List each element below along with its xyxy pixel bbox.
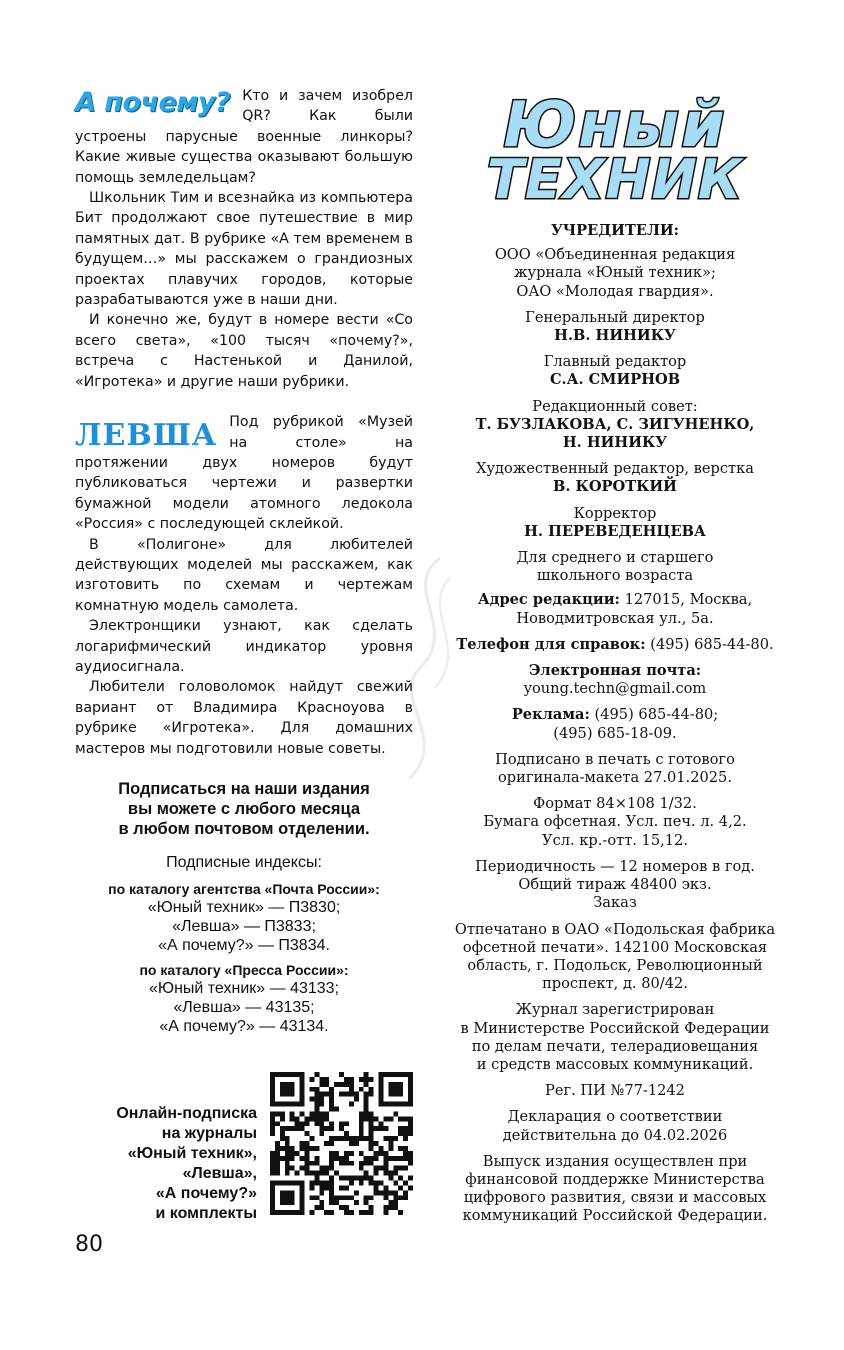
reg-line: по делам печати, телерадиовещания xyxy=(471,1037,759,1055)
art-editor-name: В. КОРОТКИЙ xyxy=(553,478,677,496)
email-label: Электронная почта: xyxy=(528,662,702,680)
levsha-paragraph: В «Полигоне» для любителей действующих моделей мы расскажем, как изготовить по схемам и чертежам комнатную модель самолета. xyxy=(75,536,413,614)
gd-title: Генеральный директор xyxy=(525,308,705,326)
art-editor-title: Художественный редактор, верстка xyxy=(476,460,754,478)
founders-title: УЧРЕДИТЕЛИ: xyxy=(550,222,680,239)
declaration-line: Декларация о соответствии xyxy=(507,1108,723,1126)
ads-value: (495) 685-44-80; xyxy=(589,706,719,724)
qr-code[interactable] xyxy=(270,1072,413,1215)
founders-line: журнала «Юный техник»; xyxy=(514,264,716,282)
age-line: школьного возраста xyxy=(536,567,694,585)
ads xyxy=(445,706,785,724)
catalog-item: «Юный техник» — 43133; xyxy=(149,980,339,997)
print-line: Отпечатано в ОАО «Подольская фабрика xyxy=(454,920,776,938)
founders-line: ОАО «Молодая гвардия». xyxy=(516,282,714,300)
format-line: Формат 84×108 1/32. xyxy=(533,795,697,813)
catalog-item: «А почему?» — П3834. xyxy=(158,937,330,954)
editor-name: С.А. СМИРНОВ xyxy=(549,371,681,389)
levsha-section xyxy=(75,412,413,759)
print-line: офсетной печати». 142100 Московская xyxy=(462,938,768,956)
catalog-item: «Левша» — П3833; xyxy=(172,918,316,935)
online-line: «Юный техник», xyxy=(127,1145,257,1162)
address-line: Новодмитровская ул., 5а. xyxy=(516,609,714,627)
declaration-line: действительна до 04.02.2026 xyxy=(502,1126,728,1144)
phone xyxy=(445,636,785,654)
levsha-paragraph: Любители головоломок найдут свежий вариант от Владимира Красноуова в рубрике «Игротека». Для домашних мастеров мы подготовили новые советы. xyxy=(75,679,413,757)
signed-line: оригинала-макета 27.01.2025. xyxy=(498,769,732,787)
founders-line: ООО «Объединенная редакция xyxy=(494,246,736,264)
period-line: Периодичность — 12 номеров в год. xyxy=(475,857,755,875)
phone-label: Телефон для справок: xyxy=(456,635,646,653)
qr-finder-square xyxy=(388,1082,403,1097)
corrector-name: Н. ПЕРЕВЕДЕНЦЕВА xyxy=(524,522,706,540)
online-line: Онлайн-подписка xyxy=(116,1105,257,1122)
support-line: Выпуск издания осуществлен при xyxy=(482,1152,748,1170)
format-line: Усл. кр.-отт. 15,12. xyxy=(542,831,688,849)
gd-name: Н.В. НИНИКУ xyxy=(554,327,676,345)
logo-line-1: Юный xyxy=(503,88,727,161)
qr-finder-square xyxy=(280,1190,295,1205)
subscription-line: Подписаться на наши издания xyxy=(118,780,370,798)
support-line: цифрового развития, связи и массовых xyxy=(463,1189,767,1207)
format-line: Бумага офсетная. Усл. печ. л. 4,2. xyxy=(483,813,747,831)
subscription-line: вы можете с любого месяца xyxy=(127,800,361,818)
online-line: и комплекты xyxy=(155,1205,257,1222)
levsha-paragraph: Электронщики узнают, как сделать логарифмический индикатор уровня аудиосигнала. xyxy=(75,618,413,675)
ads-label: Реклама: xyxy=(511,706,590,724)
online-line: «А почему?» xyxy=(155,1185,257,1202)
online-line: на журналы xyxy=(161,1125,257,1142)
reg-line: и средств массовых коммуникаций. xyxy=(476,1055,754,1073)
catalog-item: «Левша» — 43135; xyxy=(173,999,315,1016)
indexes-title: Подписные индексы: xyxy=(166,854,322,871)
address-value: 127015, Москва, xyxy=(619,591,753,609)
address xyxy=(445,591,785,609)
reg-number: Рег. ПИ №77-1242 xyxy=(545,1082,685,1100)
catalog-title: по каталогу «Пресса России»: xyxy=(139,962,349,978)
corrector-title: Корректор xyxy=(573,504,657,522)
levsha-lead: Под рубрикой «Музей на столе» на протяжении двух номеров будут публиковаться чертежи и развертки бумажной модели атомного ледокола «Россия» с последующей склейкой. xyxy=(75,414,413,533)
imprint xyxy=(445,222,785,1226)
apochemu-section xyxy=(75,86,413,392)
catalog-item: «Юный техник» — П3830; xyxy=(147,899,341,916)
address-label: Адрес редакции: xyxy=(477,591,620,609)
council-names: Н. НИНИКУ xyxy=(562,434,668,452)
apochemu-logo: А почему? xyxy=(75,87,231,118)
print-line: область, г. Подольск, Революционный xyxy=(467,956,763,974)
apochemu-paragraph: И конечно же, будут в номере вести «Со всего света», «100 тысяч «почему?», встреча с Настенькой и Данилой, «Игротека» и другие наши рубрики. xyxy=(75,312,413,390)
left-column xyxy=(75,86,413,1036)
council-names: Т. БУЗЛАКОВА, С. ЗИГУНЕНКО, xyxy=(475,415,755,433)
age-line: Для среднего и старшего xyxy=(516,549,714,567)
support-line: коммуникаций Российской Федерации. xyxy=(462,1207,768,1225)
logo-line-2: ТЕХНИК xyxy=(487,148,743,204)
council-title: Редакционный совет: xyxy=(532,397,698,415)
reg-line: Журнал зарегистрирован xyxy=(515,1001,715,1019)
email-value[interactable]: young.techn@gmail.com xyxy=(523,680,707,698)
ads-value: (495) 685-18-09. xyxy=(553,724,677,742)
subscription-line: в любом почтовом отделении. xyxy=(118,820,370,838)
support-line: финансовой поддержке Министерства xyxy=(465,1170,765,1188)
levsha-logo: ЛЕВША xyxy=(75,418,218,454)
reg-line: в Министерстве Российской Федерации xyxy=(460,1019,770,1037)
online-line: «Левша», xyxy=(182,1165,257,1182)
print-line: проспект, д. 80/42. xyxy=(542,975,688,993)
online-subscription xyxy=(75,1104,257,1224)
subscription-block xyxy=(75,779,413,1036)
catalog-title: по каталогу агентства «Почта России»: xyxy=(108,881,380,897)
qr-finder-square xyxy=(280,1082,295,1097)
apochemu-lead: Кто и зачем изобрел QR? Как были устроены парусные военные линкоры? Какие живые существа оказывают большую помощь земледельцам? xyxy=(75,88,413,186)
period-line: Общий тираж 48400 экз. xyxy=(518,876,712,894)
editor-title: Главный редактор xyxy=(543,353,687,371)
period-line: Заказ xyxy=(593,894,637,912)
signed-line: Подписано в печать с готового xyxy=(495,750,735,768)
page-number: 80 xyxy=(75,1232,103,1257)
catalog-item: «А почему?» — 43134. xyxy=(159,1018,329,1035)
phone-value: (495) 685-44-80. xyxy=(645,635,774,653)
apochemu-paragraph: Школьник Тим и всезнайка из компьютера Бит продолжают свое путешествие в мир памятных дат. В рубрике «А тем временем в будущем…» мы расскажем о грандиозных проектах плавучих городов, которые разрабатываются уже в наши дни. xyxy=(75,190,413,309)
yuny-tekhnik-logo xyxy=(447,88,784,204)
